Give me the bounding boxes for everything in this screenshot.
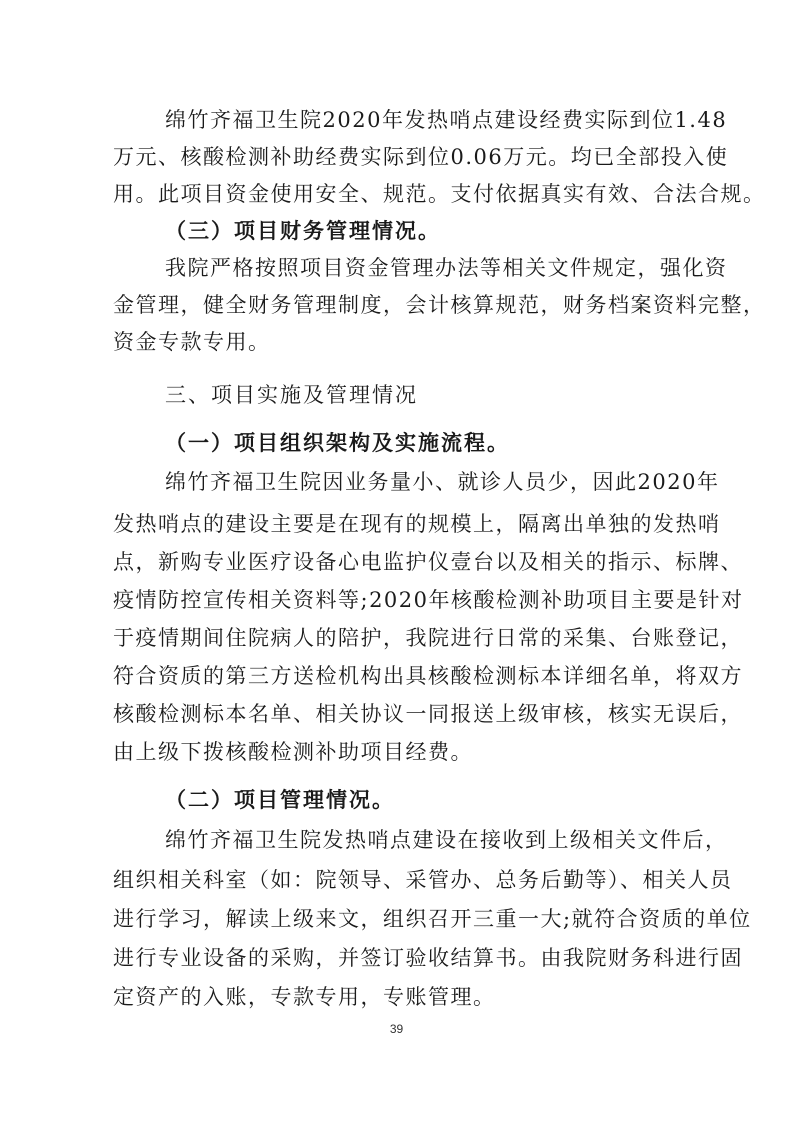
paragraph-1-line-3: 用。此项目资金使用安全、规范。支付依据真实有效、合法合规。	[113, 182, 766, 206]
paragraph-3-line-2: 发热哨点的建设主要是在现有的规模上，隔离出单独的发热哨	[113, 512, 721, 536]
paragraph-3-line-4: 疫情防控宣传相关资料等;2020年核酸检测补助项目主要是针对	[113, 588, 744, 612]
page-number: 39	[389, 1022, 404, 1036]
paragraph-2-line-1: 我院严格按照项目资金管理办法等相关文件规定，强化资	[165, 256, 728, 280]
paragraph-4-line-2: 组织相关科室（如：院领导、采管办、总务后勤等）、相关人员	[113, 868, 733, 892]
paragraph-2-line-2: 金管理，健全财务管理制度，会计核算规范，财务档案资料完整，	[113, 293, 766, 317]
paragraph-3-line-6: 符合资质的第三方送检机构出具核酸检测标本详细名单，将双方	[113, 664, 743, 688]
paragraph-1-line-1: 绵竹齐福卫生院2020年发热哨点建设经费实际到位1.48	[165, 108, 728, 132]
heading-financial-management: （三）项目财务管理情况。	[165, 219, 441, 243]
paragraph-4-line-5: 定资产的入账，专款专用，专账管理。	[113, 985, 496, 1009]
paragraph-3-line-7: 核酸检测标本名单、相关协议一同报送上级审核，核实无误后，	[113, 702, 743, 726]
paragraph-1-line-2: 万元、核酸检测补助经费实际到位0.06万元。均已全部投入使	[113, 145, 729, 169]
paragraph-3-line-5: 于疫情期间住院病人的陪护，我院进行日常的采集、台账登记，	[113, 626, 743, 650]
paragraph-4-line-1: 绵竹齐福卫生院发热哨点建设在接收到上级相关文件后，	[165, 828, 728, 852]
heading-project-management: （二）项目管理情况。	[165, 788, 395, 812]
paragraph-3-line-1: 绵竹齐福卫生院因业务量小、就诊人员少，因此2020年	[165, 470, 720, 494]
paragraph-3-line-8: 由上级下拨核酸检测补助项目经费。	[113, 740, 473, 764]
section-project-implementation: 三、项目实施及管理情况	[165, 383, 418, 407]
paragraph-2-line-3: 资金专款专用。	[113, 330, 271, 354]
paragraph-3-line-3: 点，新购专业医疗设备心电监护仪壹台以及相关的指示、标牌、	[113, 550, 743, 574]
heading-organization-structure: （一）项目组织架构及实施流程。	[165, 431, 510, 455]
paragraph-4-line-4: 进行专业设备的采购，并签订验收结算书。由我院财务科进行固	[113, 946, 743, 970]
paragraph-4-line-3: 进行学习，解读上级来文，组织召开三重一大;就符合资质的单位	[113, 907, 752, 931]
